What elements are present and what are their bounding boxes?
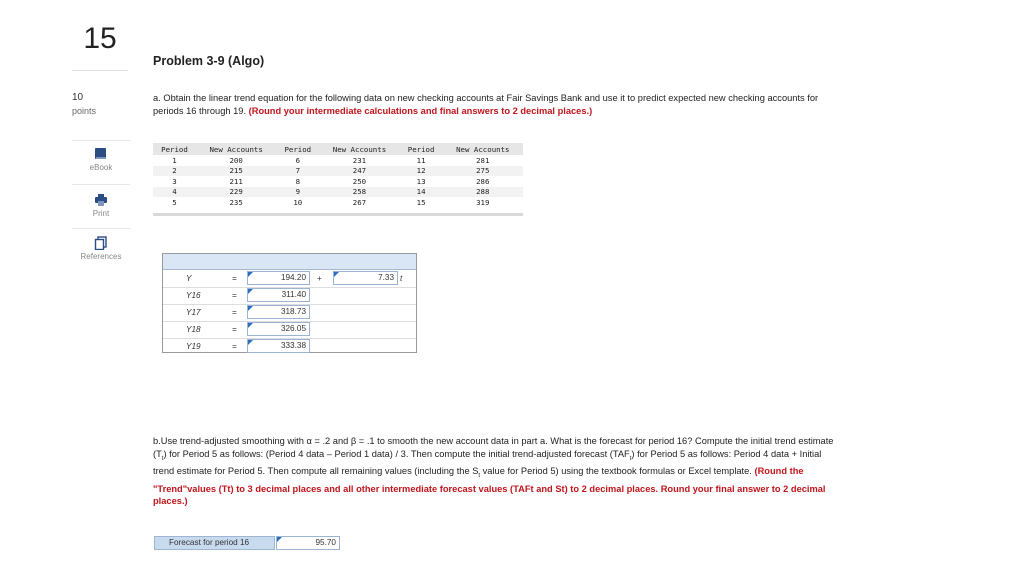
points-label: points (72, 106, 97, 116)
input-marker-icon (277, 537, 282, 542)
table-row (153, 166, 523, 177)
table-cell: 258 (319, 187, 399, 198)
equals-sign: = (232, 274, 237, 283)
table-cell: 5 (172, 197, 177, 207)
table-header: New Accounts (196, 143, 276, 155)
part-a-prompt (153, 92, 843, 117)
table-cell: 14 (400, 187, 443, 198)
question-number: 15 (72, 8, 128, 71)
subscript-t: t (629, 455, 632, 462)
table-cell: 3 (172, 176, 177, 186)
references-icon (94, 236, 108, 250)
table-cell: 4 (153, 187, 196, 198)
part-b-prompt (153, 435, 843, 508)
table-cell: 8 (295, 176, 301, 186)
subscript-t: t (161, 455, 164, 462)
table-cell: 319 (476, 197, 490, 207)
forecast-label-y19: Y19 (186, 342, 201, 351)
table-row (153, 197, 523, 208)
table-footer-bar (153, 213, 523, 216)
part-b-text-4: value for Period 5) using the textbook formulas or Excel template. (480, 466, 752, 477)
sidebar-divider (72, 140, 130, 141)
references-tool[interactable] (74, 236, 128, 261)
book-icon (94, 147, 108, 161)
points-value: 10 (72, 92, 84, 103)
equation-y-label: Y (186, 274, 192, 283)
ebook-label: eBook (89, 163, 113, 172)
table-cell: 235 (229, 197, 243, 207)
input-marker-icon (248, 340, 253, 345)
table-cell: 288 (443, 187, 523, 198)
table-cell: 229 (196, 187, 276, 198)
input-marker-icon (248, 272, 253, 277)
table-cell: 11 (416, 155, 426, 165)
equation-t-label: t (400, 274, 403, 283)
print-label: Print (92, 209, 110, 218)
table-cell: 15 (416, 197, 426, 207)
table-header: Period (400, 143, 443, 155)
forecast-input-y19[interactable]: 333.38 (247, 339, 310, 353)
table-cell: 231 (352, 155, 367, 165)
part-a-text: a. Obtain the linear trend equation for the following data on new checking accounts at Fair Savings Bank and use it to predict expected new checking accounts for periods 16 through 19. (153, 93, 819, 116)
table-cell: 7 (276, 166, 319, 177)
table-cell: 10 (293, 197, 303, 207)
table-cell: 275 (443, 166, 523, 177)
table-cell: 281 (476, 155, 490, 165)
table-row (153, 187, 523, 198)
ebook-tool[interactable] (74, 147, 128, 172)
equals-sign: = (232, 291, 237, 300)
print-tool[interactable] (74, 194, 128, 218)
table-cell: 13 (416, 176, 426, 186)
table-row (153, 155, 523, 166)
intercept-input[interactable]: 194.20 (247, 271, 310, 285)
part-a-instruction: (Round your intermediate calculations and final answers to 2 decimal places.) (248, 105, 593, 116)
part-b-text-3: ) for Period 5 as follows: Period 4 data + Initial trend estimate for Period 5. Then compute all remaining values (including the S (153, 448, 822, 477)
table-cell: 286 (476, 176, 490, 186)
forecast-input-y18[interactable]: 326.05 (247, 322, 310, 336)
slope-input[interactable]: 7.33 (333, 271, 398, 285)
sidebar-divider (72, 184, 130, 185)
table-cell: 215 (196, 166, 276, 177)
table-cell: 9 (276, 187, 319, 198)
plus-sign: + (317, 274, 322, 283)
forecast-period-16-input[interactable]: 95.70 (276, 536, 340, 550)
trend-equation-grid (162, 253, 417, 353)
table-header: New Accounts (443, 143, 523, 155)
part-b-instruction: (Round the "Trend"values (Tt) to 3 decimal places and all other intermediate forecast values (TAFt and St) to 2 decimal places. Round your final answer to 2 decimal places.) (153, 466, 826, 507)
data-table (153, 143, 523, 208)
table-header-row (153, 143, 523, 155)
table-cell: 12 (400, 166, 443, 177)
equals-sign: = (232, 342, 237, 351)
equals-sign: = (232, 308, 237, 317)
input-marker-icon (248, 306, 253, 311)
table-cell: 6 (295, 155, 301, 165)
grid-header (163, 254, 416, 270)
subscript-t: t (478, 472, 481, 479)
table-row (153, 176, 523, 187)
input-marker-icon (248, 289, 253, 294)
input-marker-icon (334, 272, 339, 277)
sidebar-divider (72, 228, 130, 229)
forecast-label-y18: Y18 (186, 325, 201, 334)
forecast-period-16-label: Forecast for period 16 (154, 536, 275, 550)
forecast-label-y16: Y16 (186, 291, 201, 300)
equals-sign: = (232, 325, 237, 334)
table-header: New Accounts (319, 143, 399, 155)
table-cell: 250 (352, 176, 367, 186)
table-cell: 211 (229, 176, 243, 186)
table-cell: 247 (319, 166, 399, 177)
printer-icon (94, 194, 108, 207)
part-b-text-2: ) for Period 5 as follows: (Period 4 data – Period 1 data) / 3. Then compute the initial trend-adjusted forecast (TAF (163, 448, 630, 459)
input-marker-icon (248, 323, 253, 328)
table-header: Period (276, 143, 319, 155)
part-b-text-1: b.Use trend-adjusted smoothing with α = .2 and β = .1 to smooth the new account data in part a. What is the forecast for period 16? Compute the initial trend estimate (T (153, 436, 834, 459)
table-cell: 1 (172, 155, 177, 165)
table-cell: 200 (229, 155, 243, 165)
table-cell: 267 (352, 197, 367, 207)
forecast-input-y16[interactable]: 311.40 (247, 288, 310, 302)
forecast-input-y17[interactable]: 318.73 (247, 305, 310, 319)
references-label: References (80, 252, 122, 261)
table-header: Period (153, 143, 196, 155)
table-cell: 2 (153, 166, 196, 177)
forecast-label-y17: Y17 (186, 308, 201, 317)
problem-title: Problem 3-9 (Algo) (153, 54, 265, 68)
